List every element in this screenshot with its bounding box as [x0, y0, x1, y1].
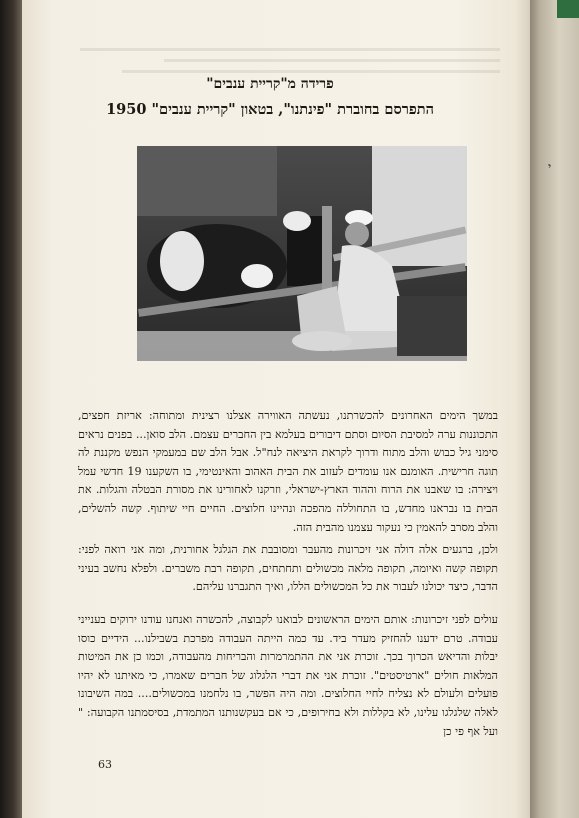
page-number: 63 [98, 758, 112, 771]
page-title: פרידה מ"קריית ענבים" [206, 76, 334, 92]
page-subtitle: התפרסם בחוברת "פינתנו", בטאון "קריית ענבים" 1950 [106, 101, 434, 118]
margin-mark: י [548, 160, 552, 174]
paragraph-2: ולכן, ברגעים אלה דולה אני זיכרונות מהעבר ומסובבת את הגלגל אחורנית, ומה אני רואה לפני: תקופה קשה ואיומה, תקופה מלאה מכשולים ותחתחים, תקופה רבת משברים. ולפלא נחשב בעיני הדבר, כיצד יכולנו לעבור את כל המכשולים הללו, ואיך התגברנו עליהם. [78, 543, 498, 594]
photo-illustration [137, 146, 467, 361]
farm-photo [137, 146, 467, 361]
paragraph-3: עולים לפני זיכרונות: אותם הימים הראשונים לבואנו לקבוצה, להכשרה ואנחנו עודנו ירוקים בענייני עבודה. טרם ידענו להחזיק מעדר ביד. עד כמה הייתה העבודה מפרכת בשבילנו... הידיים כוסו יבלות והדיאש הכרוך בכך. זוכרת אני את ההתמרמרות והבריחות מהעבודה, וכמו כן את המיטות המלאות חולים "ארטיסטים". זוכרת אני את דברי הלגלוג של חברים שאמרו, כי מאיתנו לא יהיו פועלים ולעולם לא נצליח לחיי החלוצים. ומה היה הפשר, בו נלחמנו במכשולים.... במה השיבונו לאלה שלגלגו עלינו, לא בקללות ולא בחירופים, כי אם בעקשנותנו המתמדת, בסיסמתנו הקבועה: " ועל אף פי כן [78, 613, 498, 738]
paragraph-1: במשך הימים האחרונים להכשרתנו, נעשתה האווירה אצלנו רצינית ומתוחה: אריזת חפצים, התכוננות ערה למסיבת הסיום וסתם דיבורים בעלמא בין החברים עצמם. הלב סואן... בפנים נראים סימני גיל כבוש והלב מתוח ודרוך לקראת היציאה לנח"ל. אבל הלב שם במעמקי הנפש מקננת לה תוגה חרישית. האומנם אנו עומדים לעזוב את הבית האהוב והאינטימי, בו השקענו 19 חדשי עמל ויצירה: בו שאבנו את הרוח וההוד הארץ-ישראלי, וזרקנו לאחורינו את מסורת הבטלה והגלות. את הבית בו נבראנו מחדש, בו התחוללה מהפכה ונהיינו חלוצים. החיים חיי שיתוף. קשה להשלים, והלב מסרב להאמין כי נעקור עצמנו מהבית הזה. [78, 409, 498, 534]
green-binding [557, 0, 579, 18]
right-page-edge [530, 0, 579, 818]
left-page-edge [0, 0, 22, 818]
